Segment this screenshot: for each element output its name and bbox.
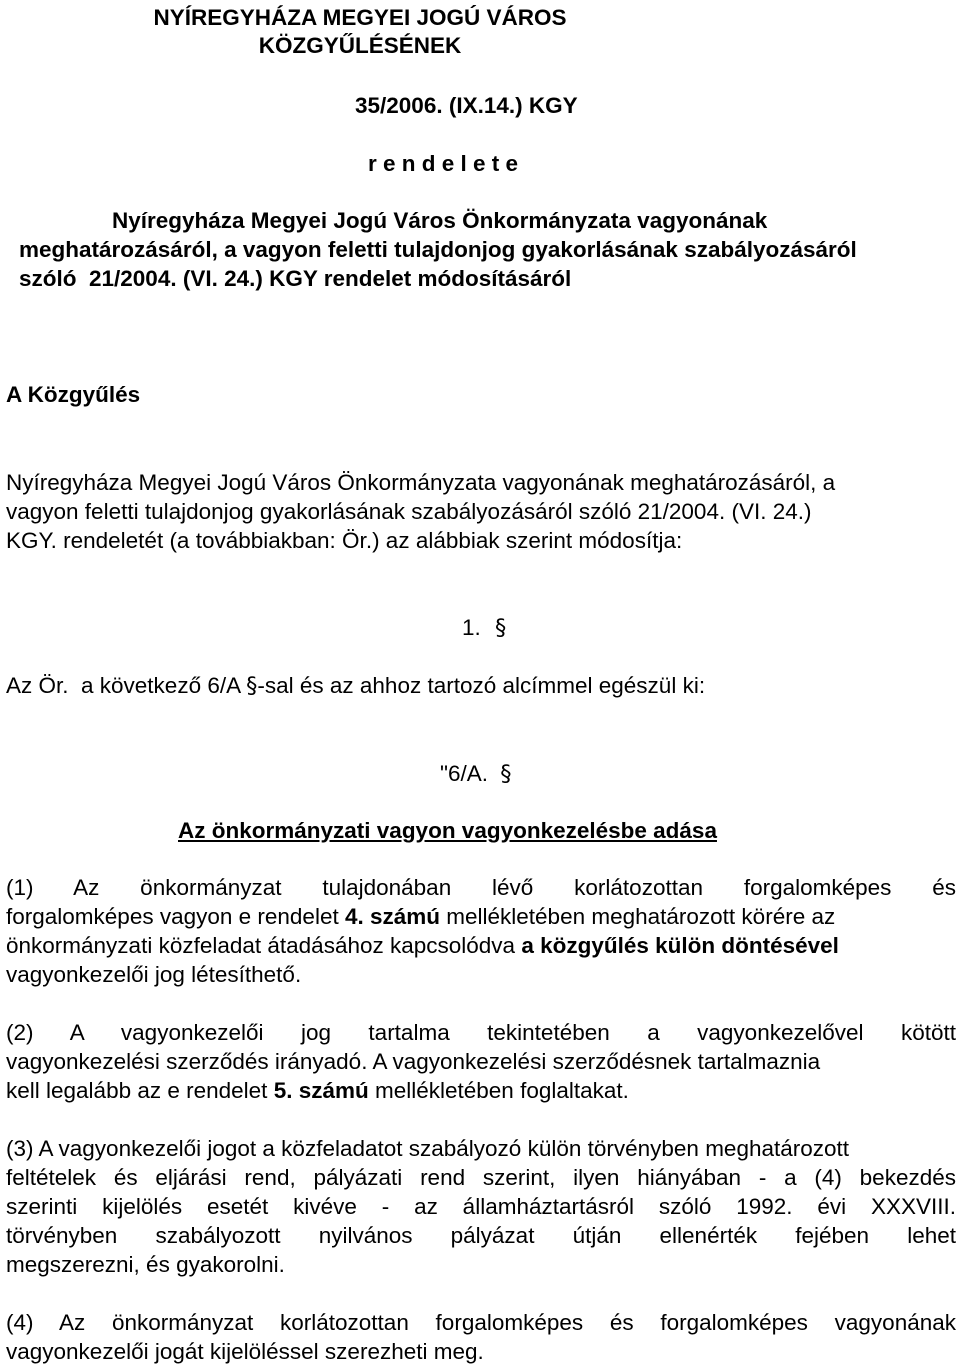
regulation-number: 35/2006. (IX.14.) KGY [355, 93, 578, 118]
p2-line-3-a: kell legalább az e rendelet [6, 1078, 274, 1103]
p3-line-1: (3) A vagyonkezelői jogot a közfeladatot szabályozó külön törvényben meghatározott [6, 1136, 850, 1161]
section-symbol-3: § [500, 761, 512, 787]
p3-line-5: megszerezni, és gyakorolni. [6, 1252, 285, 1277]
intro-line-1: Nyíregyháza Megyei Jogú Város Önkormányzata vagyonának meghatározásáról, a [6, 470, 836, 495]
section-symbol-1: § [495, 615, 507, 641]
p2-line-3-c: mellékletében foglaltakat. [368, 1078, 629, 1103]
p1-line-3 [6, 932, 839, 960]
p1-line-2-c: mellékletében meghatározott körére az [440, 904, 836, 929]
section-1-heading [462, 614, 506, 642]
section-symbol-2: § [246, 673, 258, 699]
p3-line-3: szerinti kijelölés esetét kivéve - az államháztartásról szóló 1992. évi XXXVIII. [6, 1194, 956, 1219]
p1-line-2 [6, 903, 835, 931]
section-1-text-a: Az Ör. a következő 6/A [6, 673, 247, 698]
p4-line-2: vagyonkezelői jogát kijelöléssel szerezheti meg. [6, 1339, 484, 1364]
p3-line-2: feltételek és eljárási rend, pályázati rend szerint, ilyen hiányában - a (4) bekezdés [6, 1165, 956, 1190]
p1-line-4: vagyonkezelői jog létesíthető. [6, 962, 302, 987]
p2-line-2: vagyonkezelési szerződés irányadó. A vagyonkezelési szerződésnek tartalmaznia [6, 1049, 821, 1074]
p2-line-3-b: 5. számú [273, 1078, 369, 1103]
header-line-1: NYÍREGYHÁZA MEGYEI JOGÚ VÁROS [153, 5, 567, 30]
new-section-label: "6/A. [440, 761, 489, 786]
header-line-2: KÖZGYŰLÉSÉNEK [258, 33, 462, 58]
p3-line-4: törvényben szabályozott nyilvános pályázat útján ellenérték fejében lehet [6, 1223, 956, 1248]
p2-line-3 [6, 1077, 629, 1105]
p1-line-1: (1) Az önkormányzat tulajdonában lévő korlátozottan forgalomképes és [6, 875, 956, 900]
title-line-2: meghatározásáról, a vagyon feletti tulajdonjog gyakorlásának szabályozásáról [19, 237, 857, 262]
new-section-heading [440, 760, 512, 788]
intro-line-2: vagyon feletti tulajdonjog gyakorlásának szabályozásáról szóló 21/2004. (VI. 24.) [6, 499, 812, 524]
p1-line-3-b: a közgyűlés külön döntésével [521, 933, 839, 958]
title-line-1: Nyíregyháza Megyei Jogú Város Önkormányzata vagyonának [112, 208, 768, 233]
section-1-number: 1. [462, 615, 481, 640]
p1-line-3-a: önkormányzati közfeladat átadásához kapcsolódva [6, 933, 522, 958]
p1-line-2-b: 4. számú [344, 904, 441, 929]
title-line-3: szóló 21/2004. (VI. 24.) KGY rendelet módosításáról [19, 266, 572, 291]
p1-line-2-a: forgalomképes vagyon e rendelet [6, 904, 345, 929]
regulation-type: r e n d e l e t e [368, 151, 519, 176]
new-section-title: Az önkormányzati vagyon vagyonkezelésbe adása [178, 818, 717, 843]
p4-line-1: (4) Az önkormányzat korlátozottan forgalomképes és forgalomképes vagyonának [6, 1310, 956, 1335]
intro-line-3: KGY. rendeletét (a továbbiakban: Ör.) az alábbiak szerint módosítja: [6, 528, 683, 553]
subject-heading: A Közgyűlés [6, 382, 141, 407]
section-1-text-b: -sal és az ahhoz tartozó alcímmel egészül ki: [257, 673, 706, 698]
section-1-text [6, 672, 705, 700]
p2-line-1: (2) A vagyonkezelői jog tartalma tekintetében a vagyonkezelővel kötött [6, 1020, 956, 1045]
